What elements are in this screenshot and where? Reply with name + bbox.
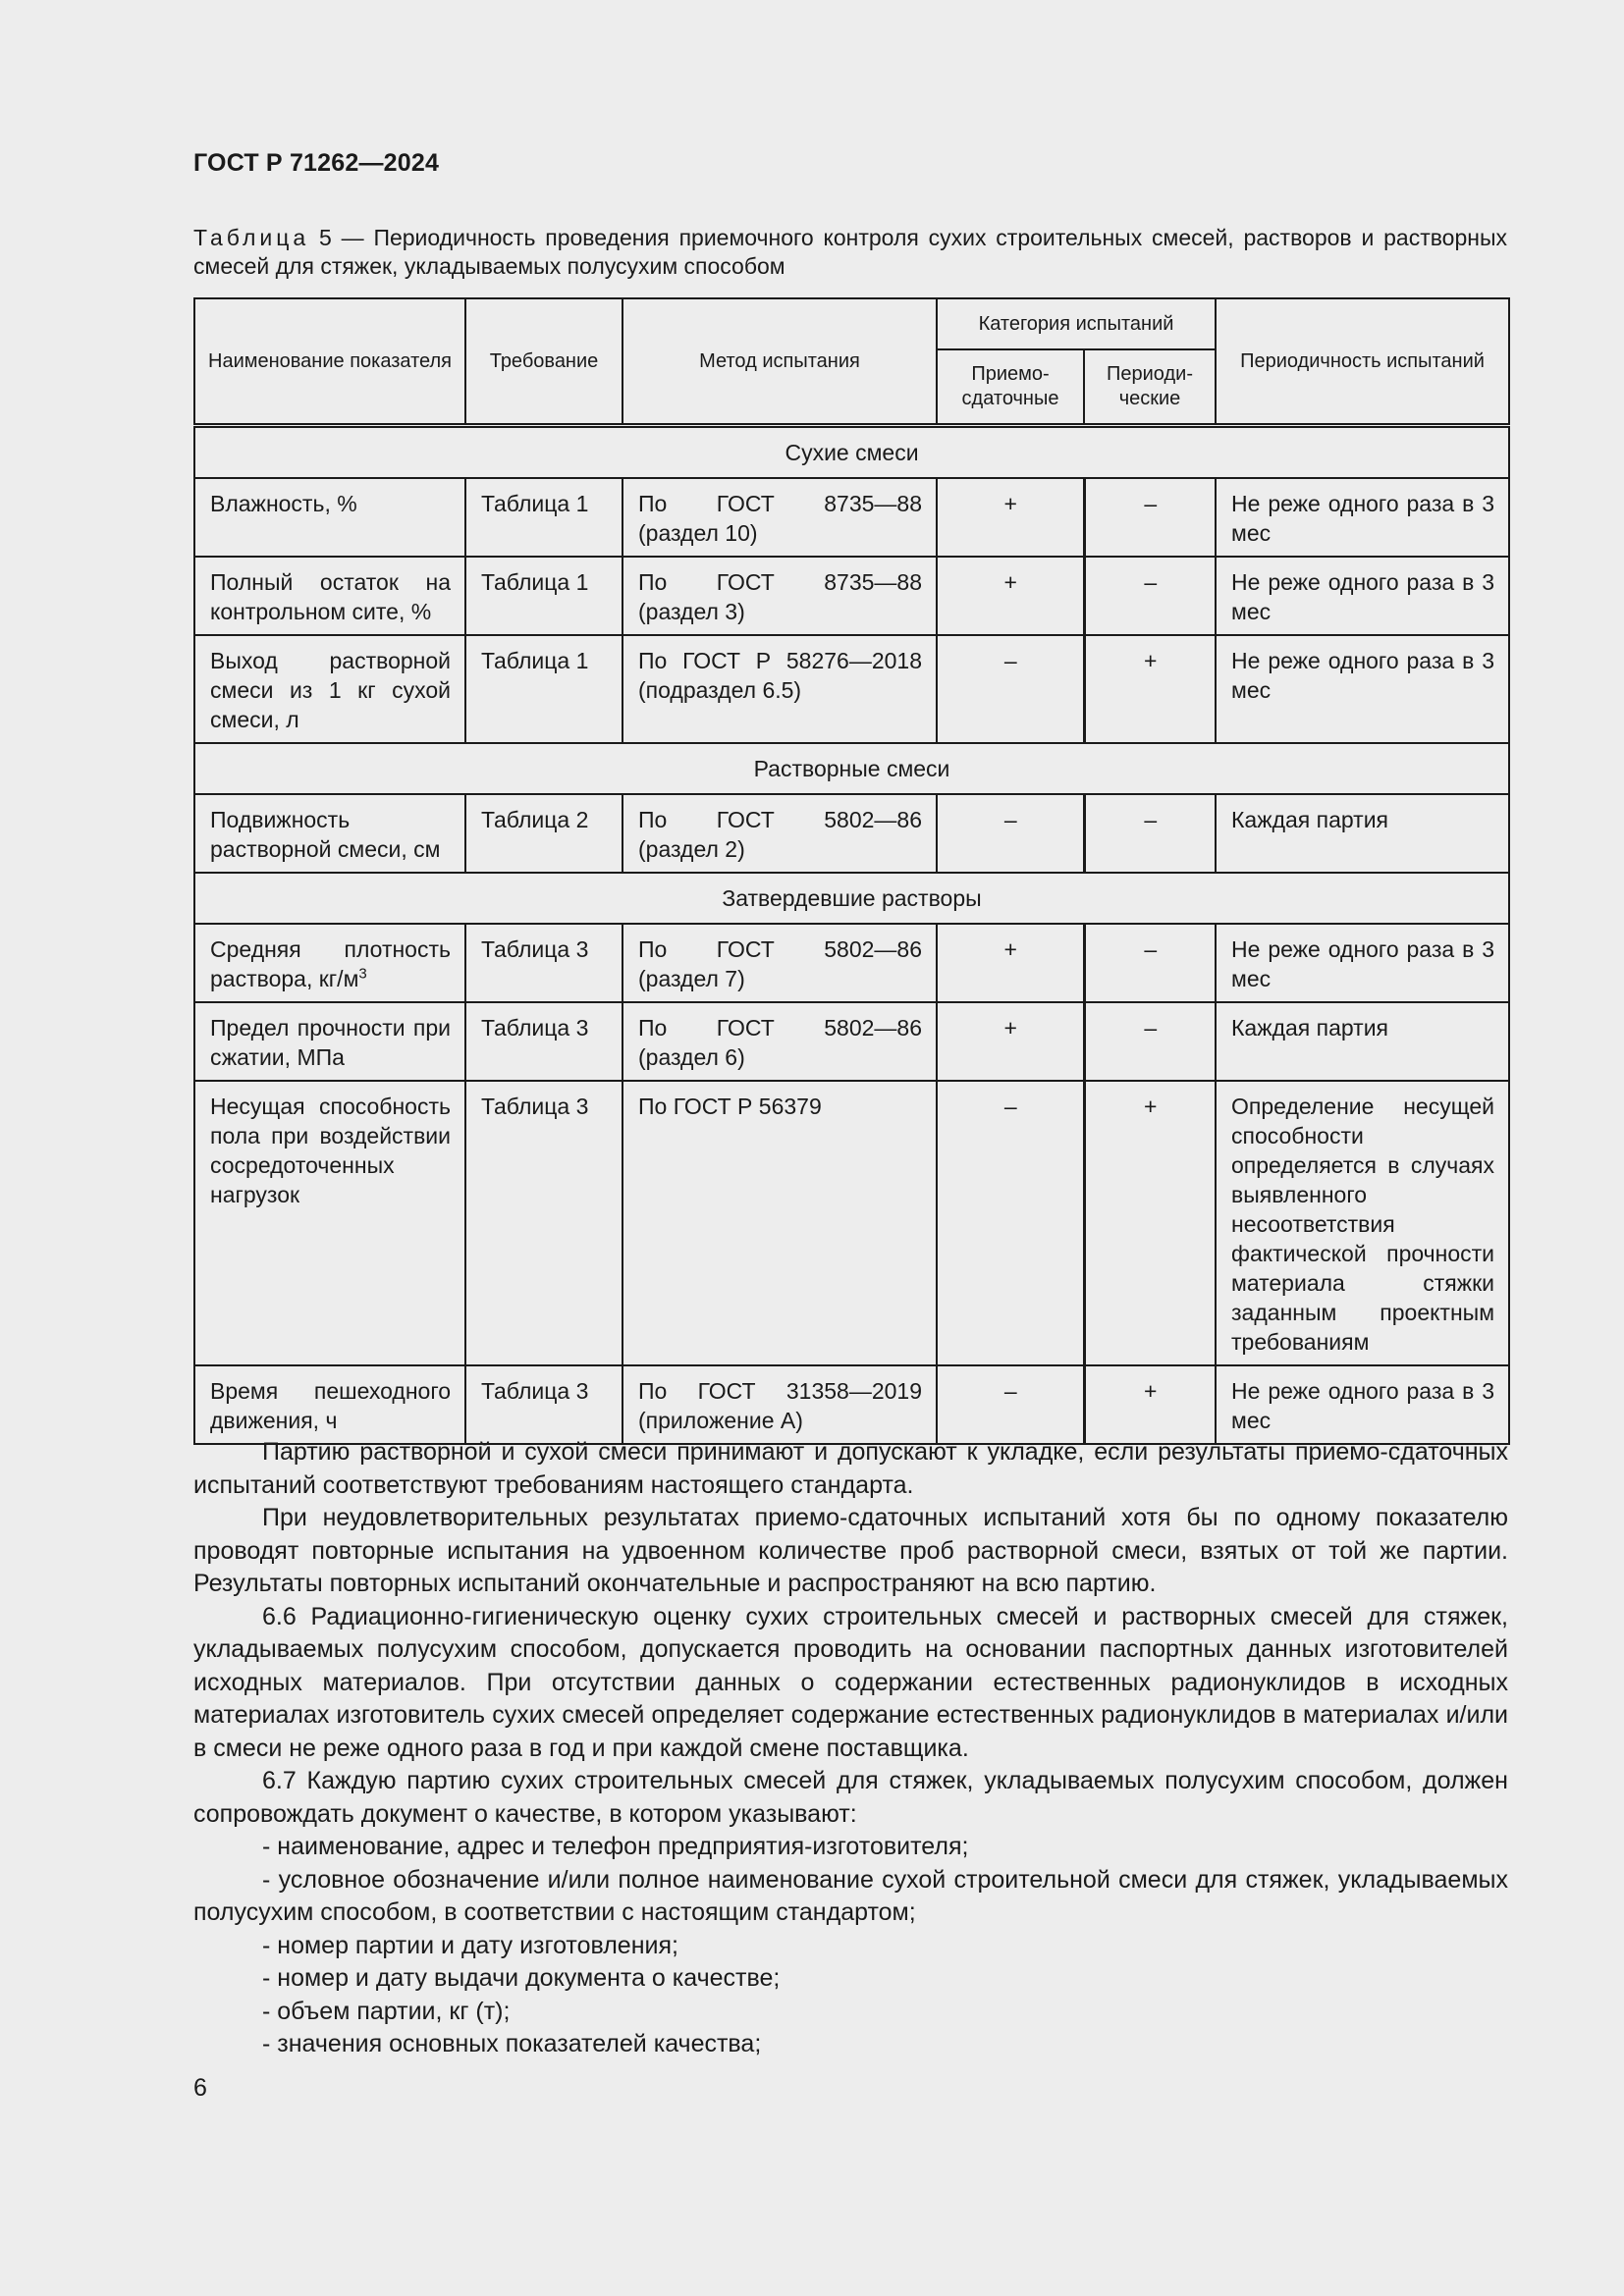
header-category: Категория испытаний (937, 298, 1216, 349)
cell-name (194, 924, 465, 1002)
cell-requirement (465, 478, 623, 557)
cell-name (194, 1002, 465, 1081)
cell-name-text: Влажность, % (210, 491, 357, 516)
cell-method-text: По ГОСТ 8735—88 (раздел 3) (638, 569, 922, 624)
cell-requirement (465, 1365, 623, 1444)
cell-name-text: Подвижность растворной смеси, см (210, 807, 441, 862)
table-row (194, 1365, 1509, 1444)
cell-method-text: По ГОСТ Р 58276—2018 (подраздел 6.5) (638, 648, 922, 703)
cell-frequency-text: Не реже одного раза в 3 мес (1231, 648, 1495, 703)
list-item: - условное обозначение и/или полное наименование сухой строительной смеси для стяжек, укладываемых полусухим способом, в соответствии с настоящим стандартом; (193, 1865, 1508, 1926)
cell-frequency-text: Не реже одного раза в 3 мес (1231, 569, 1495, 624)
cell-acceptance (937, 1081, 1084, 1365)
header-acceptance: Приемо-сдаточные (937, 349, 1084, 426)
cell-requirement (465, 557, 623, 635)
cell-requirement-text: Таблица 1 (481, 491, 589, 516)
cell-name (194, 635, 465, 743)
cell-method (623, 635, 937, 743)
cell-periodic-text: – (1144, 491, 1158, 516)
section-title: Затвердевшие растворы (194, 873, 1509, 924)
cell-periodic (1084, 478, 1216, 557)
cell-acceptance-text: – (1003, 1094, 1017, 1119)
header-name: Наименование показателя (194, 298, 465, 426)
paragraph-6-6: 6.6 Радиационно-гигиеническую оценку сухих строительных смесей и растворных смесей для стяжек, укладываемых полусухим способом, допускается проводить на основании паспортных данных изготовителей исходных материалов. При отсутствии данных о содержании естественных радионуклидов в исходных материалах изготовитель сухих смесей определяет содержание естественных радионуклидов в материалах и/или в смеси не реже одного раза в год и при каждой смене поставщика. (193, 1602, 1508, 1762)
body-text (193, 1436, 1508, 2061)
cell-frequency-text: Определение несущей способности определяется в случаях выявленного несоответствия фактической прочности материала стяжки заданным проектным требованиям (1231, 1094, 1495, 1355)
cell-acceptance (937, 478, 1084, 557)
cell-method-text: По ГОСТ 5802—86 (раздел 6) (638, 1015, 922, 1070)
cell-frequency-text: Не реже одного раза в 3 мес (1231, 936, 1495, 991)
document-number-header: ГОСТ Р 71262—2024 (193, 149, 440, 177)
cell-frequency (1216, 1081, 1509, 1365)
cell-periodic (1084, 1365, 1216, 1444)
cell-name-text: Несущая способность пола при воздействии сосредоточенных нагрузок (210, 1094, 451, 1207)
cell-method-text: По ГОСТ 5802—86 (раздел 7) (638, 936, 922, 991)
cell-requirement-text: Таблица 3 (481, 1094, 589, 1119)
table-row (194, 794, 1509, 873)
cell-name-text: Время пешеходного движения, ч (210, 1378, 451, 1433)
cell-method (623, 557, 937, 635)
cell-periodic-text: + (1144, 1094, 1158, 1119)
cell-frequency-text: Не реже одного раза в 3 мес (1231, 1378, 1495, 1433)
cell-periodic (1084, 557, 1216, 635)
inspection-table (193, 297, 1510, 1445)
cell-method-text: По ГОСТ 31358—2019 (приложение А) (638, 1378, 922, 1433)
cell-name (194, 794, 465, 873)
cell-periodic-text: – (1144, 807, 1158, 832)
section-title: Растворные смеси (194, 743, 1509, 794)
header-frequency: Периодичность испытаний (1216, 298, 1509, 426)
cell-method (623, 1002, 937, 1081)
cell-periodic (1084, 794, 1216, 873)
cell-requirement-text: Таблица 3 (481, 1378, 589, 1404)
cell-frequency (1216, 557, 1509, 635)
cell-name-text: Средняя плотность раствора, кг/м (210, 936, 451, 991)
cell-name-text: Предел прочности при сжатии, МПа (210, 1015, 451, 1070)
table-row (194, 557, 1509, 635)
header-method: Метод испытания (623, 298, 937, 426)
cell-acceptance-text: + (1003, 569, 1017, 595)
cell-acceptance (937, 635, 1084, 743)
cell-method (623, 794, 937, 873)
cell-requirement (465, 794, 623, 873)
cell-name (194, 478, 465, 557)
list-item: - номер и дату выдачи документа о качестве; (262, 1964, 781, 1992)
cell-frequency-text: Не реже одного раза в 3 мес (1231, 491, 1495, 546)
cell-method-text: По ГОСТ Р 56379 (638, 1094, 822, 1119)
cell-frequency (1216, 478, 1509, 557)
page-number: 6 (193, 2074, 207, 2102)
cell-name-text: Выход растворной смеси из 1 кг сухой смеси, л (210, 648, 451, 732)
table-row (194, 478, 1509, 557)
cell-acceptance-text: – (1003, 807, 1017, 832)
cell-acceptance-text: – (1003, 648, 1017, 673)
cell-requirement-text: Таблица 1 (481, 648, 589, 673)
cell-method (623, 1081, 937, 1365)
cell-periodic (1084, 924, 1216, 1002)
cell-requirement (465, 635, 623, 743)
cell-method-text: По ГОСТ 5802—86 (раздел 2) (638, 807, 922, 862)
cell-requirement-text: Таблица 1 (481, 569, 589, 595)
cell-frequency-text: Каждая партия (1231, 1015, 1389, 1041)
cell-acceptance-text: + (1003, 936, 1017, 962)
cell-frequency (1216, 924, 1509, 1002)
cell-acceptance (937, 924, 1084, 1002)
cell-name-text: Полный остаток на контрольном сите, % (210, 569, 451, 624)
cell-periodic (1084, 1002, 1216, 1081)
paragraph: Партию растворной и сухой смеси принимают и допускают к укладке, если результаты приемо-сдаточных испытаний соответствуют требованиям настоящего стандарта. (193, 1438, 1508, 1499)
cell-periodic (1084, 1081, 1216, 1365)
header-requirement: Требование (465, 298, 623, 426)
cell-frequency (1216, 1002, 1509, 1081)
header-periodic: Периоди-ческие (1084, 349, 1216, 426)
cell-acceptance-text: + (1003, 491, 1017, 516)
cell-periodic-text: + (1144, 648, 1158, 673)
cell-periodic-text: – (1144, 569, 1158, 595)
cell-name (194, 1081, 465, 1365)
cell-acceptance-text: – (1003, 1378, 1017, 1404)
cell-periodic-text: – (1144, 936, 1158, 962)
cell-acceptance-text: + (1003, 1015, 1017, 1041)
cell-periodic (1084, 635, 1216, 743)
table-row (194, 635, 1509, 743)
paragraph: При неудовлетворительных результатах приемо-сдаточных испытаний хотя бы по одному показателю проводят повторные испытания на удвоенном количестве проб растворной смеси, взятых от той же партии. Результаты повторных испытаний окончательные и распространяют на всю партию. (193, 1504, 1508, 1597)
cell-method (623, 924, 937, 1002)
cell-name (194, 1365, 465, 1444)
table-caption (193, 224, 1507, 281)
table-row (194, 1002, 1509, 1081)
table-caption-number: 5 (319, 225, 332, 250)
table-row (194, 1081, 1509, 1365)
cell-frequency-text: Каждая партия (1231, 807, 1389, 832)
cell-periodic-text: + (1144, 1378, 1158, 1404)
list-item: - номер партии и дату изготовления; (262, 1931, 678, 1959)
cell-frequency (1216, 635, 1509, 743)
section-title: Сухие смеси (194, 426, 1509, 479)
cell-acceptance (937, 557, 1084, 635)
cell-periodic-text: – (1144, 1015, 1158, 1041)
cell-method-text: По ГОСТ 8735—88 (раздел 10) (638, 491, 922, 546)
cell-requirement-text: Таблица 3 (481, 936, 589, 962)
list-item: - значения основных показателей качества; (262, 2030, 762, 2057)
cell-acceptance (937, 794, 1084, 873)
cell-requirement-text: Таблица 3 (481, 1015, 589, 1041)
cell-method (623, 478, 937, 557)
cell-requirement (465, 924, 623, 1002)
cell-method (623, 1365, 937, 1444)
table-caption-text: — Периодичность проведения приемочного контроля сухих строительных смесей, растворов и растворных смесей для стяжек, укладываемых полусухим способом (193, 225, 1508, 279)
table-row (194, 924, 1509, 1002)
cell-name (194, 557, 465, 635)
list-item: - объем партии, кг (т); (262, 1997, 511, 2025)
unit-superscript: 3 (358, 965, 367, 983)
cell-requirement (465, 1081, 623, 1365)
cell-requirement (465, 1002, 623, 1081)
cell-requirement-text: Таблица 2 (481, 807, 589, 832)
cell-frequency (1216, 794, 1509, 873)
table-caption-label: Таблица (193, 225, 310, 250)
cell-frequency (1216, 1365, 1509, 1444)
cell-acceptance (937, 1002, 1084, 1081)
list-item: - наименование, адрес и телефон предприятия-изготовителя; (262, 1833, 969, 1860)
paragraph-6-7: 6.7 Каждую партию сухих строительных смесей для стяжек, укладываемых полусухим способом, должен сопровождать документ о качестве, в котором указывают: (193, 1767, 1508, 1828)
cell-acceptance (937, 1365, 1084, 1444)
